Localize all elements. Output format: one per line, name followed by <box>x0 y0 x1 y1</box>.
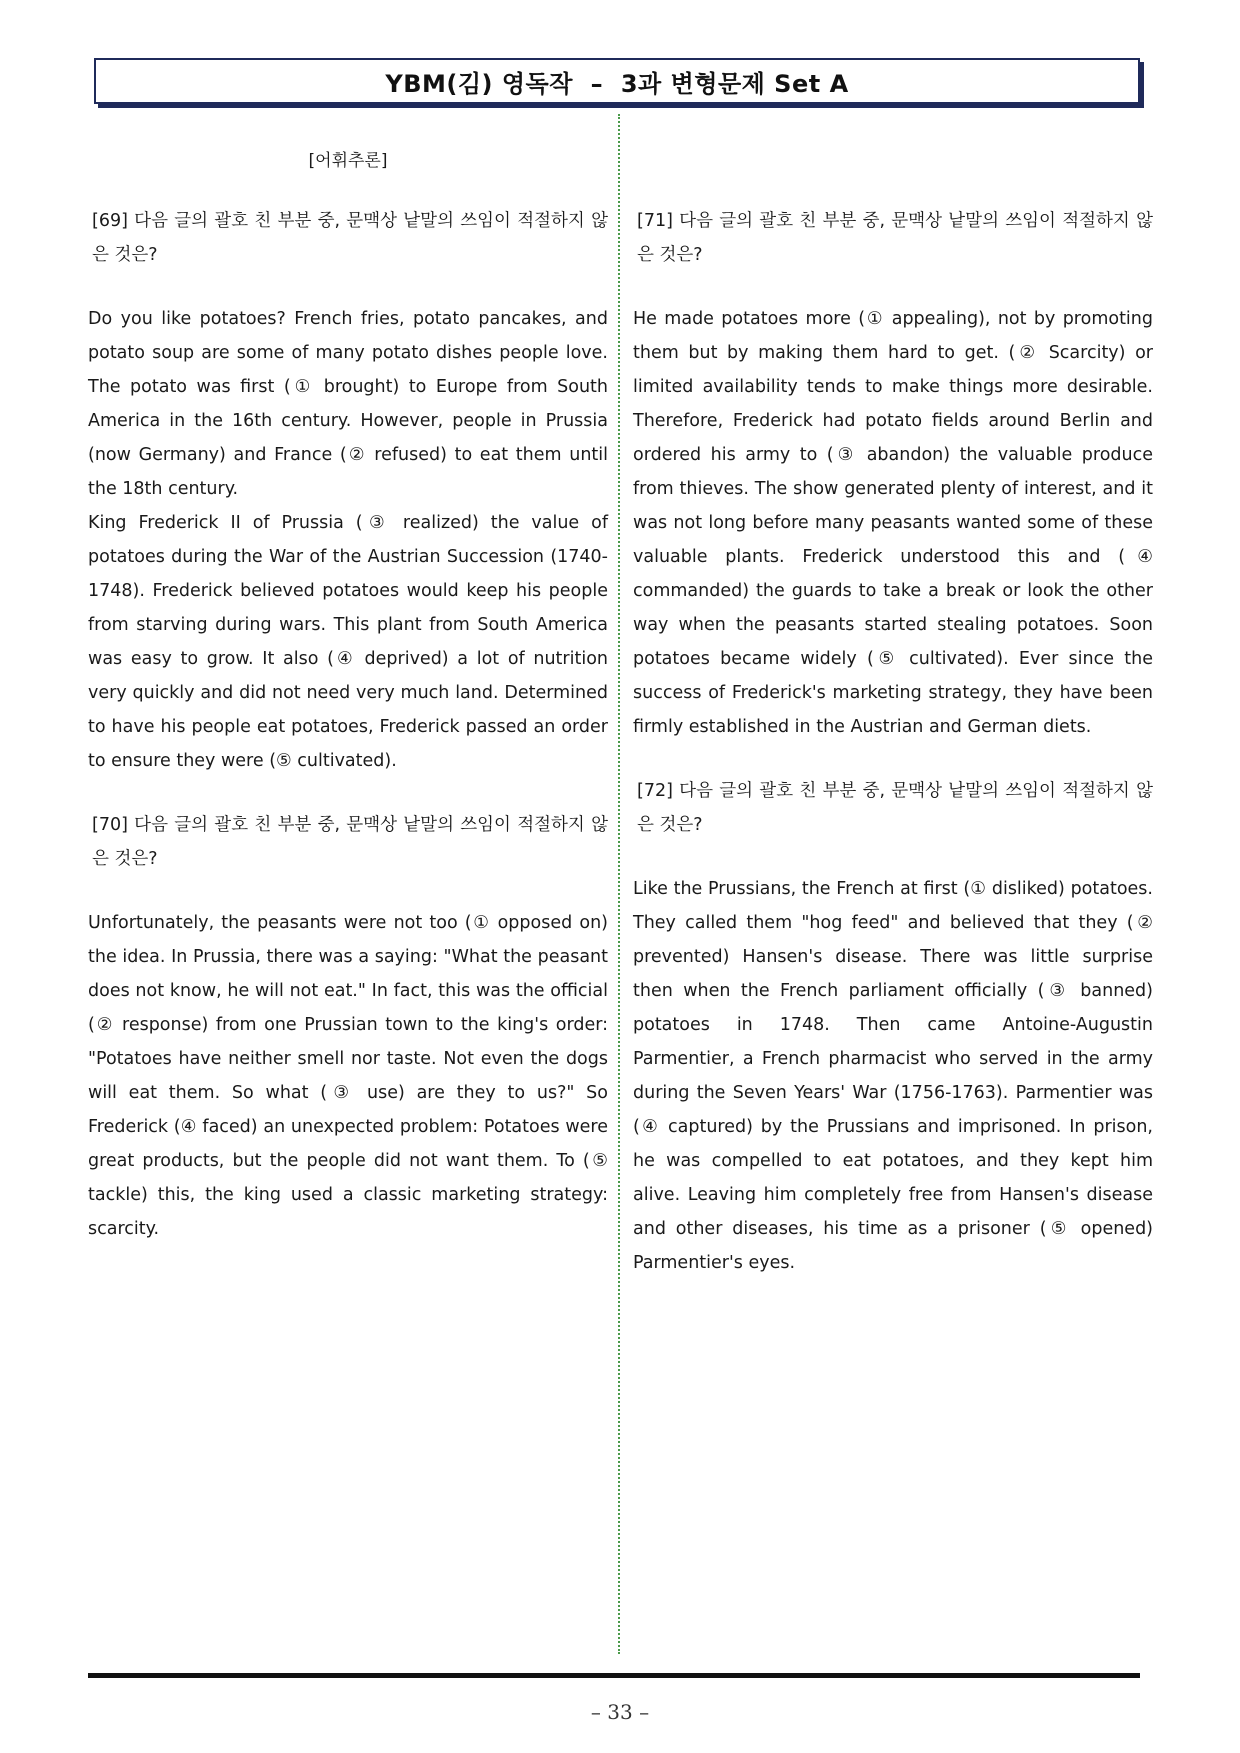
question-70: [70] 다음 글의 괄호 친 부분 중, 문맥상 낱말의 쓰임이 적절하지 않은 것은? <box>92 815 608 869</box>
page-number: – 33 – <box>590 1700 650 1724</box>
passage-71 <box>633 302 1153 744</box>
passage-69 <box>88 302 608 778</box>
section-label: [어휘추론] <box>308 151 388 171</box>
footer-rule <box>88 1673 1140 1678</box>
passage-72 <box>633 872 1153 1280</box>
right-column <box>633 140 1153 1310</box>
header-title-box <box>94 58 1140 104</box>
left-column <box>88 140 608 1276</box>
passage-69-paragraph-2: King Frederick II of Prussia (③ realized) the value of potatoes during the War of the Austrian Succession (1740-1748). Frederick believed potatoes would keep his people from starving during wars. This plant from South America was easy to grow. It also (④ deprived) a lot of nutrition very quickly and did not need very much land. Determined to have his people eat potatoes, Frederick passed an order to ensure they were (⑤ cultivated). <box>88 513 608 771</box>
question-72: [72] 다음 글의 괄호 친 부분 중, 문맥상 낱말의 쓰임이 적절하지 않은 것은? <box>637 781 1153 835</box>
question-71: [71] 다음 글의 괄호 친 부분 중, 문맥상 낱말의 쓰임이 적절하지 않은 것은? <box>637 211 1153 265</box>
passage-69-paragraph-1: Do you like potatoes? French fries, potato pancakes, and potato soup are some of many potato dishes people love. The potato was first (① brought) to Europe from South America in the 16th century. However, people in Prussia (now Germany) and France (② refused) to eat them until the 18th century. <box>88 309 608 499</box>
column-divider <box>618 114 620 1654</box>
passage-72-paragraph: Like the Prussians, the French at first (① disliked) potatoes. They called them "hog feed" and believed that they (② prevented) Hansen's disease. There was little surprise then when the French parliament officially (③ banned) potatoes in 1748. Then came Antoine-Augustin Parmentier, a French pharmacist who served in the army during the Seven Years' War (1756-1763). Parmentier was (④ captured) by the Prussians and imprisoned. In prison, he was compelled to eat potatoes, and they kept him alive. Leaving him completely free from Hansen's disease and other diseases, his time as a prisoner (⑤ opened) Parmentier's eyes. <box>633 879 1153 1273</box>
section-label-spacer <box>633 148 1153 174</box>
passage-71-paragraph: He made potatoes more (① appealing), not by promoting them but by making them hard to get. (② Scarcity) or limited availability tends to make things more desirable. Therefore, Frederick had potato fields around Berlin and ordered his army to (③ abandon) the valuable produce from thieves. The show generated plenty of interest, and it was not long before many peasants wanted some of these valuable plants. Frederick understood this and (④ commanded) the guards to take a break or look the other way when the peasants started stealing potatoes. Soon potatoes became widely (⑤ cultivated). Ever since the success of Frederick's marketing strategy, they have been firmly established in the Austrian and German diets. <box>633 309 1153 737</box>
page-title: YBM(김) 영독작 – 3과 변형문제 Set A <box>385 69 849 98</box>
passage-70-paragraph: Unfortunately, the peasants were not too (① opposed on) the idea. In Prussia, there was a saying: "What the peasant does not know, he will not eat." In fact, this was the official (② response) from one Prussian town to the king's order: "Potatoes have neither smell nor taste. Not even the dogs will eat them. So what (③ use) are they to us?" So Frederick (④ faced) an unexpected problem: Potatoes were great products, but the people did not want them. To (⑤ tackle) this, the king used a classic marketing strategy: scarcity. <box>88 913 608 1239</box>
question-69: [69] 다음 글의 괄호 친 부분 중, 문맥상 낱말의 쓰임이 적절하지 않은 것은? <box>92 211 608 265</box>
passage-70 <box>88 906 608 1246</box>
